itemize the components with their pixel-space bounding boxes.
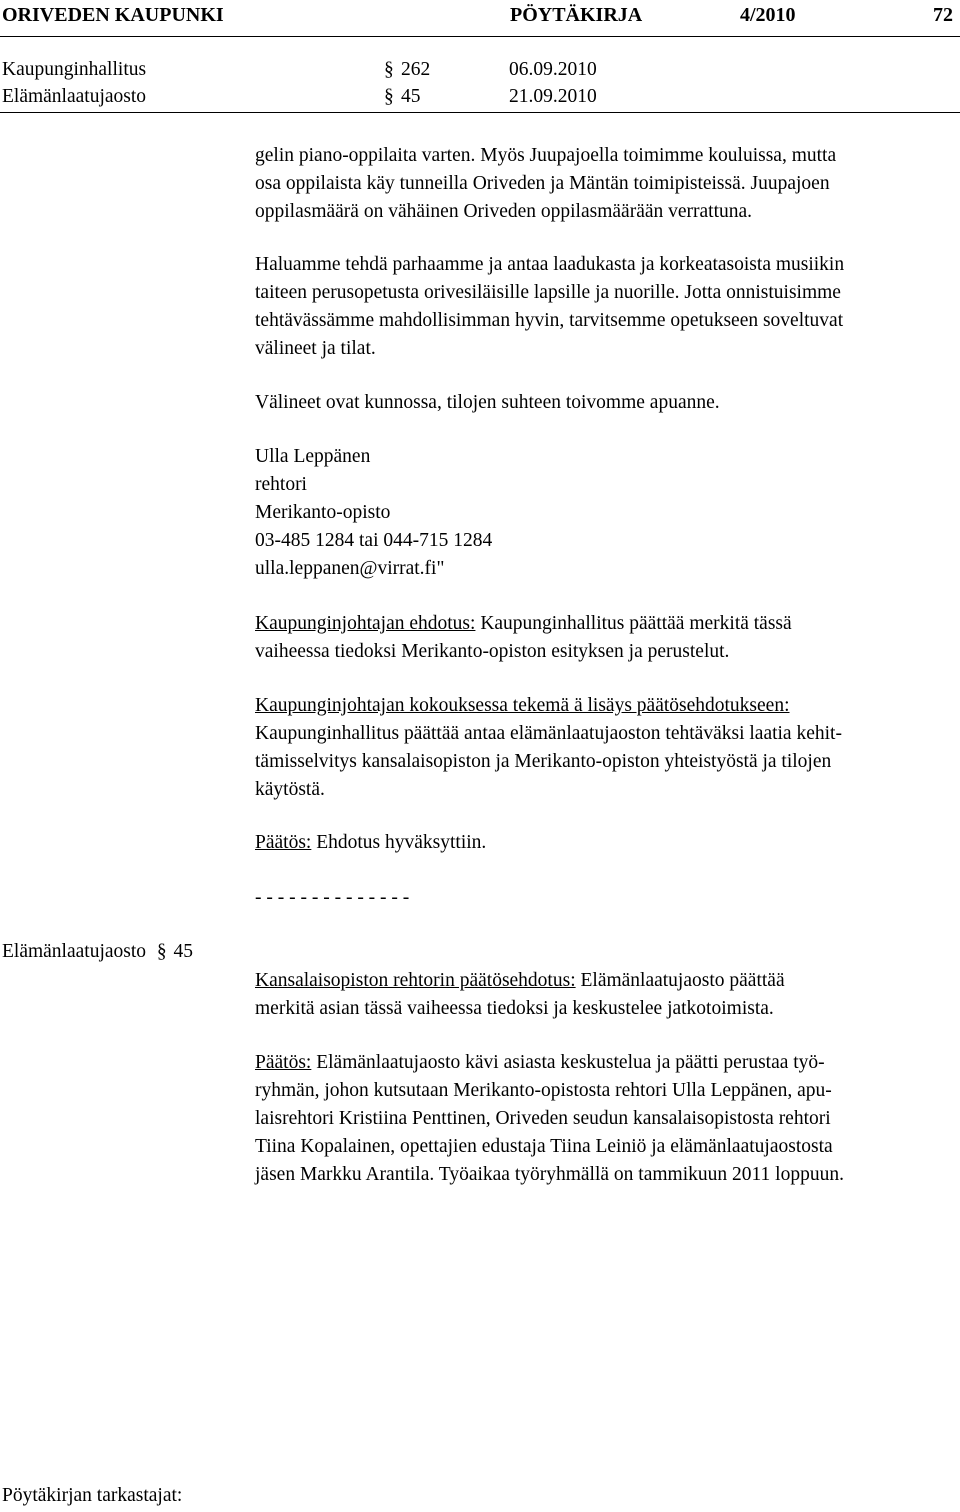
- separator-dashes: - - - - - - - - - - - - - -: [255, 887, 410, 908]
- mayor-proposal: [255, 610, 955, 666]
- signer-email: ulla.leppanen@virrat.fi": [255, 558, 445, 579]
- decision-first: [255, 829, 955, 857]
- separator: [255, 884, 955, 912]
- mayor-addition: [255, 692, 955, 804]
- meta-rule: [0, 112, 960, 113]
- paragraph-intro: [255, 142, 955, 226]
- proposal-label: Kansalaisopiston rehtorin päätösehdotus:: [255, 970, 576, 991]
- text-line: tehtävässämme mahdollisimman hyvin, tarvitsemme opetukseen soveltuvat: [255, 310, 844, 331]
- footer-reviewers-label: Pöytäkirjan tarkastajat:: [2, 1485, 183, 1506]
- paragraph-equipment: [255, 389, 955, 417]
- proposal-text: vaiheessa tiedoksi Merikanto-opiston esityksen ja perustelut.: [255, 641, 730, 662]
- decision-text: Ehdotus hyväksyttiin.: [311, 832, 487, 853]
- signature-block: [255, 443, 955, 583]
- side-number: 45: [173, 941, 194, 962]
- principal-proposal: [255, 967, 955, 1023]
- text-line: käytöstä.: [255, 779, 325, 800]
- text-line: oppilasmäärä on vähäinen Oriveden oppilasmäärään verrattuna.: [255, 201, 753, 222]
- text-line: välineet ja tilat.: [255, 338, 376, 359]
- meta-body: Kaupunginhallitus: [2, 59, 147, 80]
- proposal-text: Elämänlaatujaosto päättää: [575, 970, 785, 991]
- meta-date: 06.09.2010: [509, 59, 597, 80]
- city-name: ORIVEDEN KAUPUNKI: [2, 4, 224, 26]
- text-line: Kaupunginhallitus päättää antaa elämänlaatujaoston tehtäväksi laatia kehit-: [255, 723, 842, 744]
- side-section-sign: §: [156, 941, 167, 962]
- signer-name: Ulla Leppänen: [255, 446, 371, 467]
- signer-organization: Merikanto-opisto: [255, 502, 391, 523]
- meta-number: 262: [401, 59, 431, 80]
- meta-body: Elämänlaatujaosto: [2, 86, 147, 107]
- proposal-line: [255, 610, 955, 638]
- decision-label: Päätös:: [255, 1052, 312, 1073]
- proposal-label: Kaupunginjohtajan ehdotus:: [255, 613, 476, 634]
- side-body: Elämänlaatujaosto: [2, 941, 147, 962]
- text-line: laisrehtori Kristiina Penttinen, Oriveden seudun kansalaisopistosta rehtori: [255, 1108, 831, 1129]
- decision-label: Päätös:: [255, 832, 312, 853]
- text-line: tämisselvitys kansalaisopiston ja Merikanto-opiston yhteistyöstä ja tilojen: [255, 751, 832, 772]
- paragraph-goals: [255, 251, 955, 363]
- decision-line: [255, 829, 955, 857]
- decision-line: [255, 1049, 955, 1077]
- document-type: PÖYTÄKIRJA: [510, 4, 643, 26]
- decision-second: [255, 1049, 955, 1189]
- text-line: jäsen Markku Arantila. Työaikaa työryhmällä on tammikuun 2011 loppuun.: [255, 1164, 844, 1185]
- addition-label: Kaupunginjohtajan kokouksessa tekemä ä lisäys päätösehdotukseen:: [255, 695, 790, 716]
- text-line: Välineet ovat kunnossa, tilojen suhteen toivomme apuanne.: [255, 392, 720, 413]
- text-line: Haluamme tehdä parhaamme ja antaa laadukasta ja korkeatasoista musiikin: [255, 254, 845, 275]
- signer-phone: 03-485 1284 tai 044-715 1284: [255, 530, 493, 551]
- section-side-label: [2, 938, 193, 966]
- section-sign: §: [384, 59, 394, 80]
- text-line: gelin piano-oppilaita varten. Myös Juupajoella toimimme kouluissa, mutta: [255, 145, 837, 166]
- issue-number: 4/2010: [740, 4, 796, 26]
- header-rule: [0, 36, 960, 37]
- decision-text: Elämänlaatujaosto kävi asiasta keskustelua ja päätti perustaa työ-: [311, 1052, 825, 1073]
- proposal-text: merkitä asian tässä vaiheessa tiedoksi ja keskustelee jatkotoimista.: [255, 998, 774, 1019]
- text-line: Tiina Kopalainen, opettajien edustaja Tiina Leiniö ja elämänlaatujaostosta: [255, 1136, 833, 1157]
- meta-number: 45: [401, 86, 421, 107]
- text-line: ryhmän, johon kutsutaan Merikanto-opistosta rehtori Ulla Leppänen, apu-: [255, 1080, 832, 1101]
- meta-date: 21.09.2010: [509, 86, 597, 107]
- text-line: osa oppilaista käy tunneilla Oriveden ja Mäntän toimipisteissä. Juupajoen: [255, 173, 830, 194]
- proposal-text: Kaupunginhallitus päättää merkitä tässä: [475, 613, 792, 634]
- section-sign: §: [384, 86, 394, 107]
- proposal-line: [255, 967, 955, 995]
- text-line: taiteen perusopetusta orivesiläisille lapsille ja nuorille. Jotta onnistuisimme: [255, 282, 841, 303]
- page-number: 72: [933, 4, 953, 26]
- signer-title: rehtori: [255, 474, 307, 495]
